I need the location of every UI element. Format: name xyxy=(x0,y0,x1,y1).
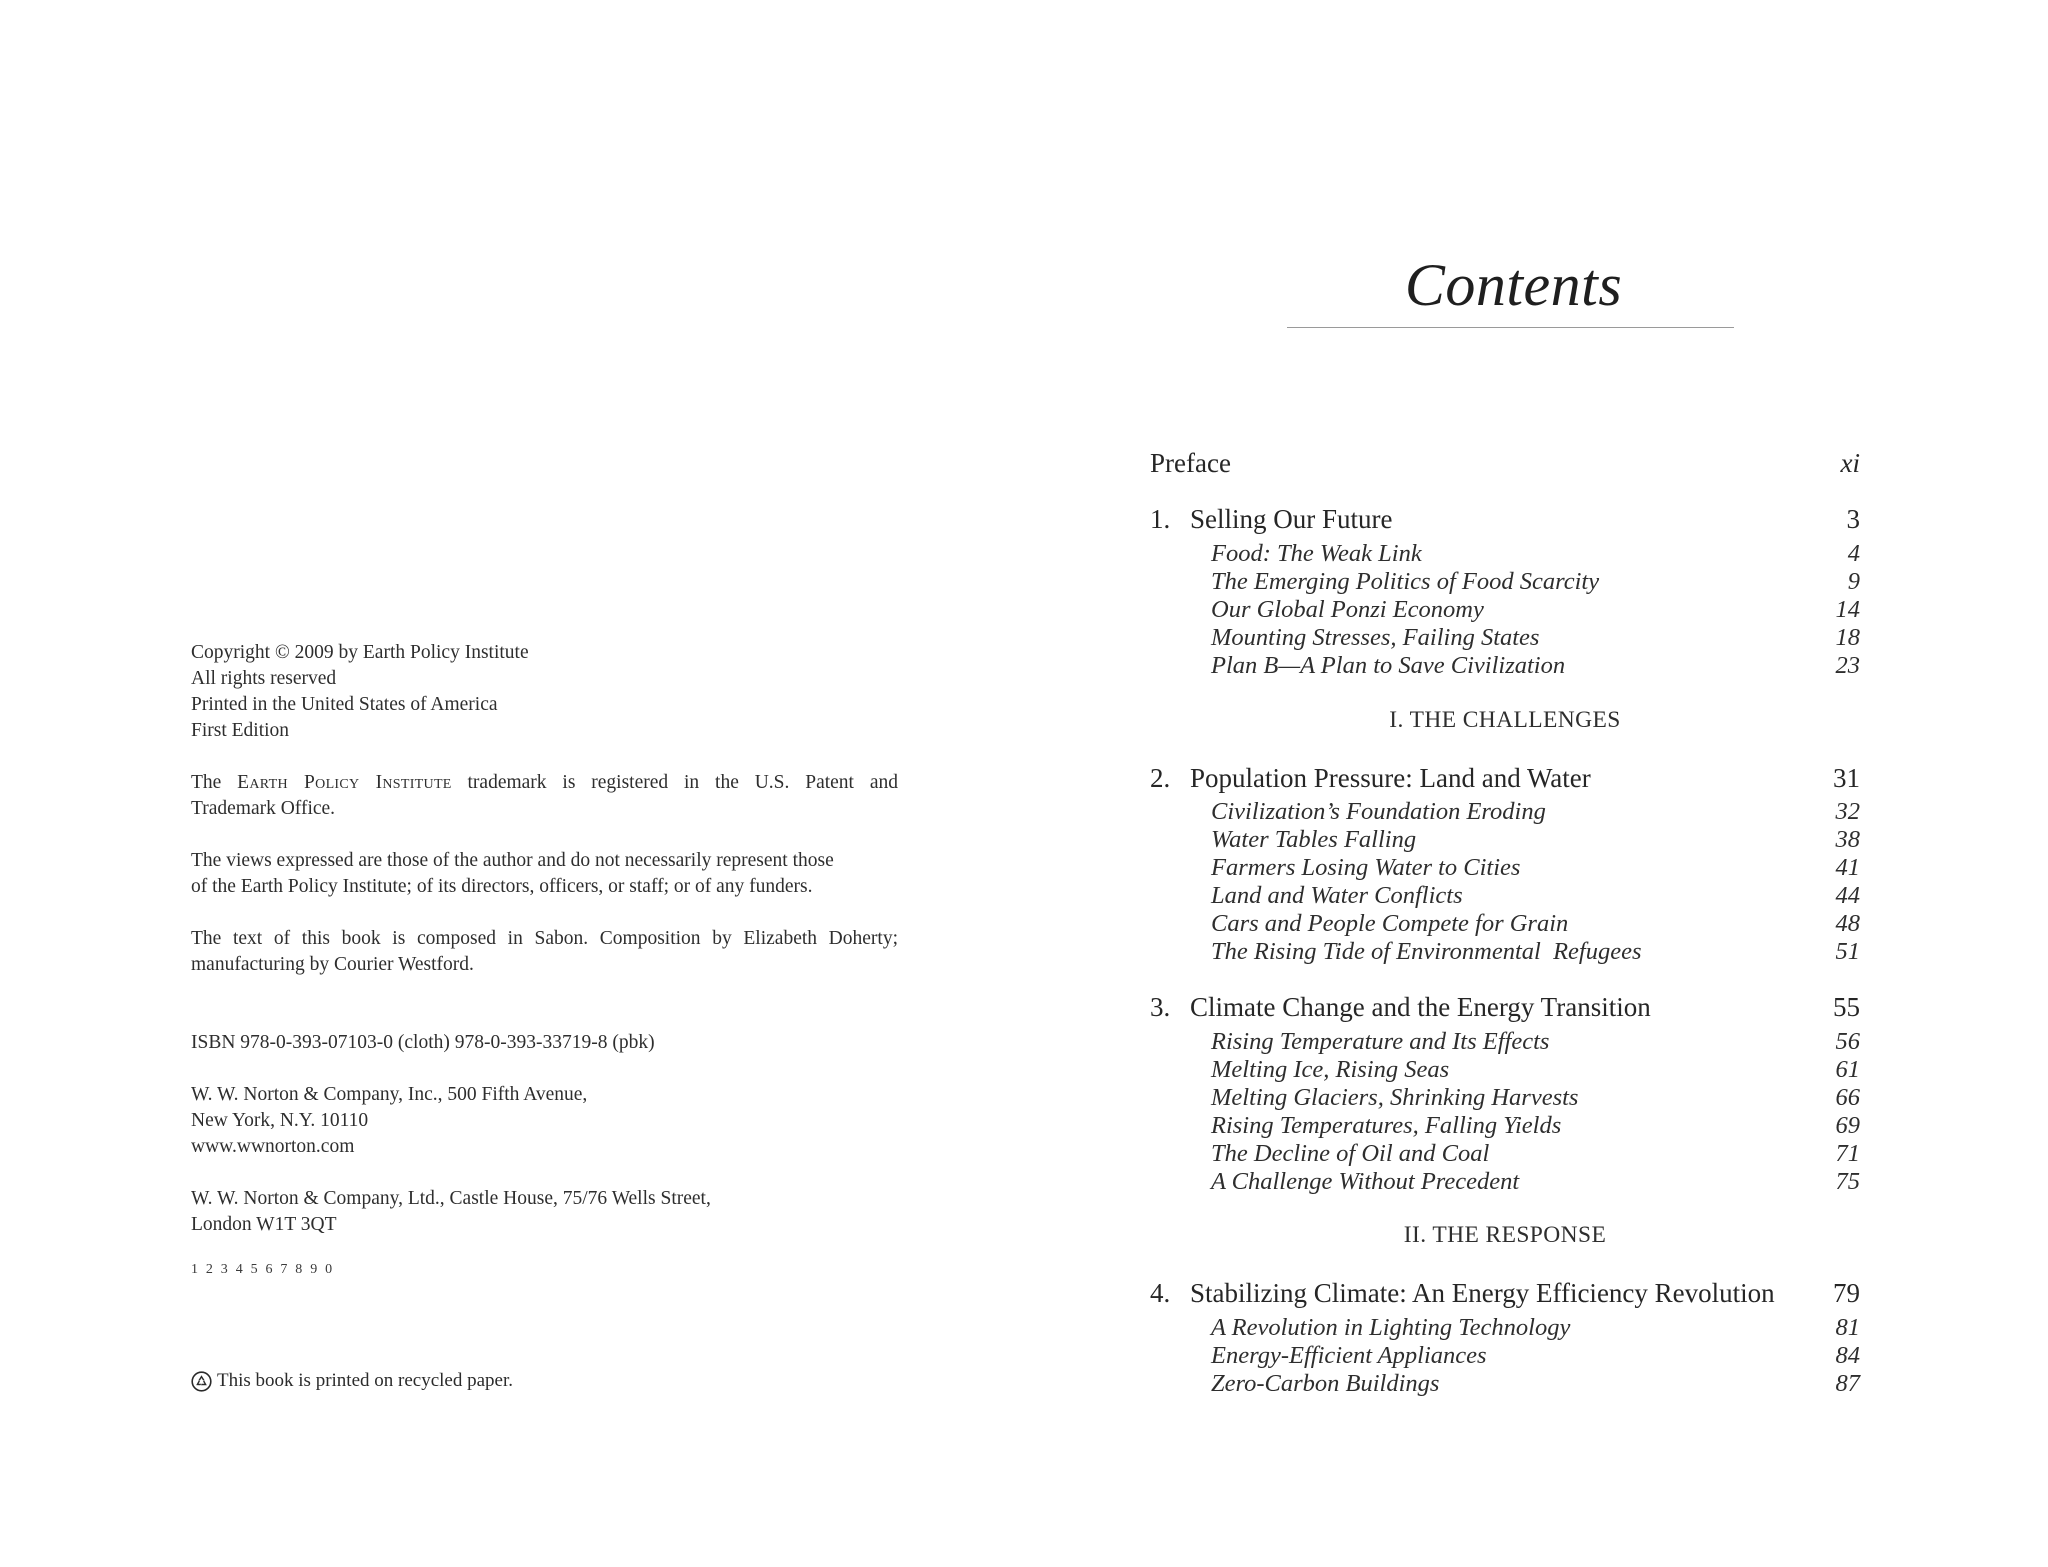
printing-line: 1 2 3 4 5 6 7 8 9 0 xyxy=(191,1262,335,1277)
page-title: Contents xyxy=(1404,252,1623,318)
recycled-paper-note xyxy=(191,1368,513,1394)
publisher-uk-line-2: London W1T 3QT xyxy=(191,1214,337,1235)
toc-section[interactable] xyxy=(1211,596,1860,624)
views-line-1: The views expressed are those of the author and do not necessarily represent those xyxy=(191,850,834,871)
section-title: Water Tables Falling xyxy=(1211,826,1417,853)
section-title: Plan B—A Plan to Save Civilization xyxy=(1211,652,1566,679)
toc-section[interactable] xyxy=(1211,568,1860,596)
views-disclaimer xyxy=(191,848,898,900)
publisher-us xyxy=(191,1082,898,1160)
section-title: A Challenge Without Precedent xyxy=(1211,1168,1520,1195)
toc-page-number: 84 xyxy=(1835,1342,1860,1369)
toc-chapter-3[interactable] xyxy=(1150,990,1860,1024)
rights-line: All rights reserved xyxy=(191,668,337,689)
toc-section[interactable] xyxy=(1211,1370,1860,1398)
section-title: Land and Water Conflicts xyxy=(1211,882,1463,909)
section-title: The Decline of Oil and Coal xyxy=(1211,1140,1490,1167)
copyright-line: Copyright © 2009 by Earth Policy Institute xyxy=(191,642,529,663)
toc-page-number: 48 xyxy=(1835,910,1860,937)
toc-section[interactable] xyxy=(1211,910,1860,938)
chapter-number: 1. xyxy=(1150,504,1171,534)
toc-page-number: 23 xyxy=(1835,652,1860,679)
toc-chapter-4[interactable] xyxy=(1150,1276,1860,1310)
section-title: Melting Glaciers, Shrinking Harvests xyxy=(1211,1084,1579,1111)
toc-page-number: 4 xyxy=(1847,540,1860,567)
trademark-line-1 xyxy=(191,770,898,796)
section-title: Energy-Efficient Appliances xyxy=(1211,1342,1487,1369)
edition-line: First Edition xyxy=(191,720,290,741)
toc-page-number: 41 xyxy=(1835,854,1860,881)
section-title: Civilization’s Foundation Eroding xyxy=(1211,798,1546,825)
toc-section[interactable] xyxy=(1211,1084,1860,1112)
trademark-suffix: trademark is registered in the U.S. Patent and xyxy=(451,772,898,793)
toc-page-number: 9 xyxy=(1847,568,1860,595)
section-title: Rising Temperature and Its Effects xyxy=(1211,1028,1550,1055)
toc-section[interactable] xyxy=(1211,1140,1860,1168)
trademark-notice xyxy=(191,770,898,822)
toc-section[interactable] xyxy=(1211,882,1860,910)
toc-section[interactable] xyxy=(1211,826,1860,854)
section-title: Food: The Weak Link xyxy=(1211,540,1422,567)
toc-page-number: 69 xyxy=(1835,1112,1860,1139)
printed-in-line: Printed in the United States of America xyxy=(191,694,498,715)
isbn-line: ISBN 978-0-393-07103-0 (cloth) 978-0-393-33719-8 (pbk) xyxy=(191,1032,655,1053)
composition-line-2: manufacturing by Courier Westford. xyxy=(191,954,474,975)
toc-chapter-1[interactable] xyxy=(1150,502,1860,536)
title-rule xyxy=(1287,327,1734,328)
publisher-us-website: www.wwnorton.com xyxy=(191,1136,355,1157)
trademark-line-2: Trademark Office. xyxy=(191,798,336,819)
toc-section[interactable] xyxy=(1211,1112,1860,1140)
toc-section[interactable] xyxy=(1211,652,1860,680)
toc-page-number: xi xyxy=(1840,448,1860,478)
part-title: II. THE RESPONSE xyxy=(1403,1222,1607,1248)
toc-page-number: 32 xyxy=(1835,798,1860,825)
section-title: A Revolution in Lighting Technology xyxy=(1211,1314,1571,1341)
chapter-number: 4. xyxy=(1150,1278,1171,1308)
copyright-page xyxy=(191,0,898,1567)
copyright-notice xyxy=(191,640,898,744)
toc-page-number: 79 xyxy=(1833,1278,1860,1308)
toc-part-heading xyxy=(1150,1220,1860,1250)
toc-section[interactable] xyxy=(1211,1168,1860,1196)
composition-note xyxy=(191,926,898,978)
toc-page-number: 31 xyxy=(1833,763,1860,793)
chapter-title: Stabilizing Climate: An Energy Efficiency Revolution xyxy=(1190,1278,1775,1308)
toc-preface[interactable] xyxy=(1150,446,1860,480)
toc-page-number: 18 xyxy=(1835,624,1860,651)
toc-chapter-2[interactable] xyxy=(1150,761,1860,795)
toc-page-number: 81 xyxy=(1835,1314,1860,1341)
chapter-title: Climate Change and the Energy Transition xyxy=(1190,992,1651,1022)
toc-page-number: 44 xyxy=(1835,882,1860,909)
toc-page-number: 87 xyxy=(1835,1370,1860,1397)
toc-section[interactable] xyxy=(1211,1342,1860,1370)
chapter-number: 2. xyxy=(1150,763,1171,793)
publisher-uk-line-1: W. W. Norton & Company, Ltd., Castle House, 75/76 Wells Street, xyxy=(191,1188,711,1209)
part-title: I. THE CHALLENGES xyxy=(1389,707,1621,733)
recycled-note-text: This book is printed on recycled paper. xyxy=(217,1370,514,1391)
toc-page-number: 56 xyxy=(1835,1028,1860,1055)
section-title: The Emerging Politics of Food Scarcity xyxy=(1211,568,1600,595)
toc-section[interactable] xyxy=(1211,798,1860,826)
toc-section[interactable] xyxy=(1211,624,1860,652)
trademark-prefix: The xyxy=(191,772,238,793)
toc-preface-label: Preface xyxy=(1150,448,1231,478)
toc-section[interactable] xyxy=(1211,938,1860,966)
recycle-icon xyxy=(191,1371,212,1392)
section-title: Our Global Ponzi Economy xyxy=(1211,596,1484,623)
chapter-number: 3. xyxy=(1150,992,1171,1022)
toc-page-number: 71 xyxy=(1835,1140,1860,1167)
toc-section[interactable] xyxy=(1211,1056,1860,1084)
section-title: Zero-Carbon Buildings xyxy=(1211,1370,1440,1397)
views-line-2: of the Earth Policy Institute; of its directors, officers, or staff; or of any funders. xyxy=(191,876,813,897)
toc-page-number: 66 xyxy=(1835,1084,1860,1111)
chapter-title: Selling Our Future xyxy=(1190,504,1393,534)
section-title: Farmers Losing Water to Cities xyxy=(1211,854,1521,881)
publisher-us-line-2: New York, N.Y. 10110 xyxy=(191,1110,369,1131)
toc-section[interactable] xyxy=(1211,1314,1860,1342)
section-title: The Rising Tide of Environmental Refugees xyxy=(1211,938,1642,965)
toc-section[interactable] xyxy=(1211,540,1860,568)
contents-page xyxy=(1150,0,1860,1567)
toc-page-number: 14 xyxy=(1835,596,1860,623)
toc-section[interactable] xyxy=(1211,854,1860,882)
isbn xyxy=(191,1030,898,1056)
section-title: Rising Temperatures, Falling Yields xyxy=(1211,1112,1562,1139)
section-title: Mounting Stresses, Failing States xyxy=(1211,624,1540,651)
toc-page-number: 3 xyxy=(1846,504,1860,534)
section-title: Melting Ice, Rising Seas xyxy=(1211,1056,1450,1083)
toc-page-number: 51 xyxy=(1835,938,1860,965)
composition-line-1: The text of this book is composed in Sabon. Composition by Elizabeth Doherty; xyxy=(191,928,898,949)
section-title: Cars and People Compete for Grain xyxy=(1211,910,1569,937)
toc-part-heading xyxy=(1150,705,1860,735)
publisher-uk xyxy=(191,1186,898,1238)
toc-page-number: 61 xyxy=(1835,1056,1860,1083)
publisher-us-line-1: W. W. Norton & Company, Inc., 500 Fifth Avenue, xyxy=(191,1084,588,1105)
toc-page-number: 38 xyxy=(1835,826,1860,853)
toc-page-number: 55 xyxy=(1833,992,1860,1022)
toc-section[interactable] xyxy=(1211,1028,1860,1056)
chapter-title: Population Pressure: Land and Water xyxy=(1190,763,1591,793)
trademark-name: Earth Policy Institute xyxy=(237,772,452,793)
toc-page-number: 75 xyxy=(1835,1168,1860,1195)
